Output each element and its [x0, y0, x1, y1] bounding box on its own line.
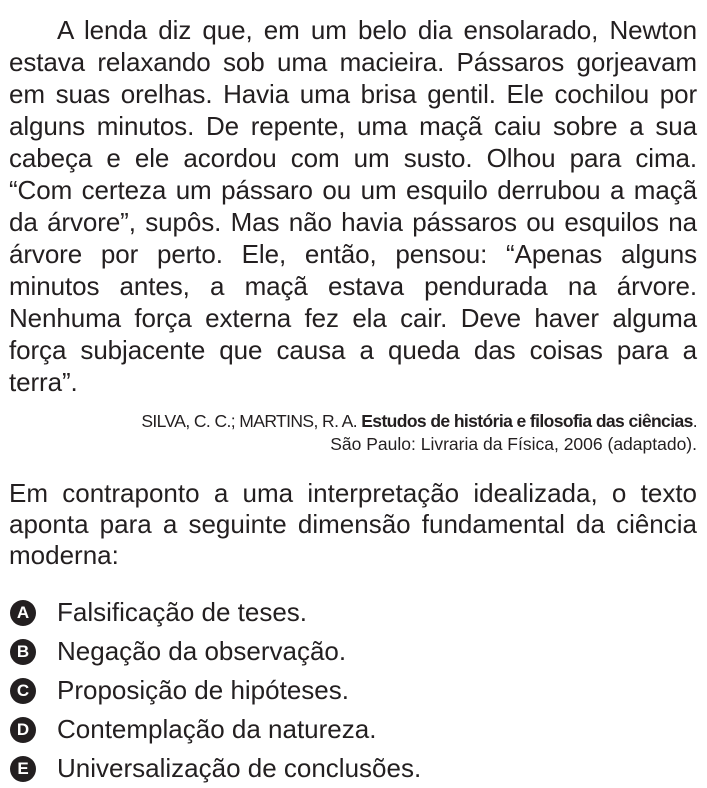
option-a-letter-badge: A	[10, 600, 36, 626]
answer-options	[9, 593, 697, 788]
citation-book-title: Estudos de história e filosofia das ciências	[361, 411, 693, 431]
option-c-letter-badge: C	[10, 678, 36, 704]
citation-publisher: São Paulo: Livraria da Física, 2006 (adaptado).	[330, 434, 697, 454]
option-c-text: Proposição de hipóteses.	[57, 675, 349, 705]
option-d-text: Contemplação da natureza.	[57, 714, 377, 744]
option-b[interactable]	[9, 632, 697, 671]
question-prompt: Em contraponto a uma interpretação idealizada, o texto aponta para a seguinte dimensão fundamental da ciência moderna:	[9, 478, 697, 570]
option-e-letter-badge: E	[10, 756, 36, 782]
passage-text: A lenda diz que, em um belo dia ensolarado, Newton estava relaxando sob uma macieira. Pássaros gorjeavam em suas orelhas. Havia uma brisa gentil. Ele cochilou por alguns minutos. De repente, uma maçã caiu sobre a sua cabeça e ele acordou com um susto. Olhou para cima. “Com certeza um pássaro ou um esquilo derrubou a maçã da árvore”, supôs. Mas não havia pássaros ou esquilos na árvore por perto. Ele, então, pensou: “Apenas alguns minutos antes, a maçã estava pendurada na árvore. Nenhuma força externa fez ela cair. Deve haver alguma força subjacente que causa a queda das coisas para a terra”.	[9, 15, 697, 397]
citation	[9, 410, 697, 456]
option-e-text: Universalização de conclusões.	[57, 753, 422, 783]
citation-authors: SILVA, C. C.; MARTINS, R. A.	[141, 411, 362, 431]
option-c[interactable]	[9, 671, 697, 710]
option-e[interactable]	[9, 749, 697, 788]
option-b-text: Negação da observação.	[57, 636, 347, 666]
option-d-letter-badge: D	[10, 717, 36, 743]
option-a[interactable]	[9, 593, 697, 632]
option-d[interactable]	[9, 710, 697, 749]
citation-period: .	[692, 411, 697, 431]
option-b-letter-badge: B	[10, 639, 36, 665]
option-a-text: Falsificação de teses.	[57, 597, 308, 627]
